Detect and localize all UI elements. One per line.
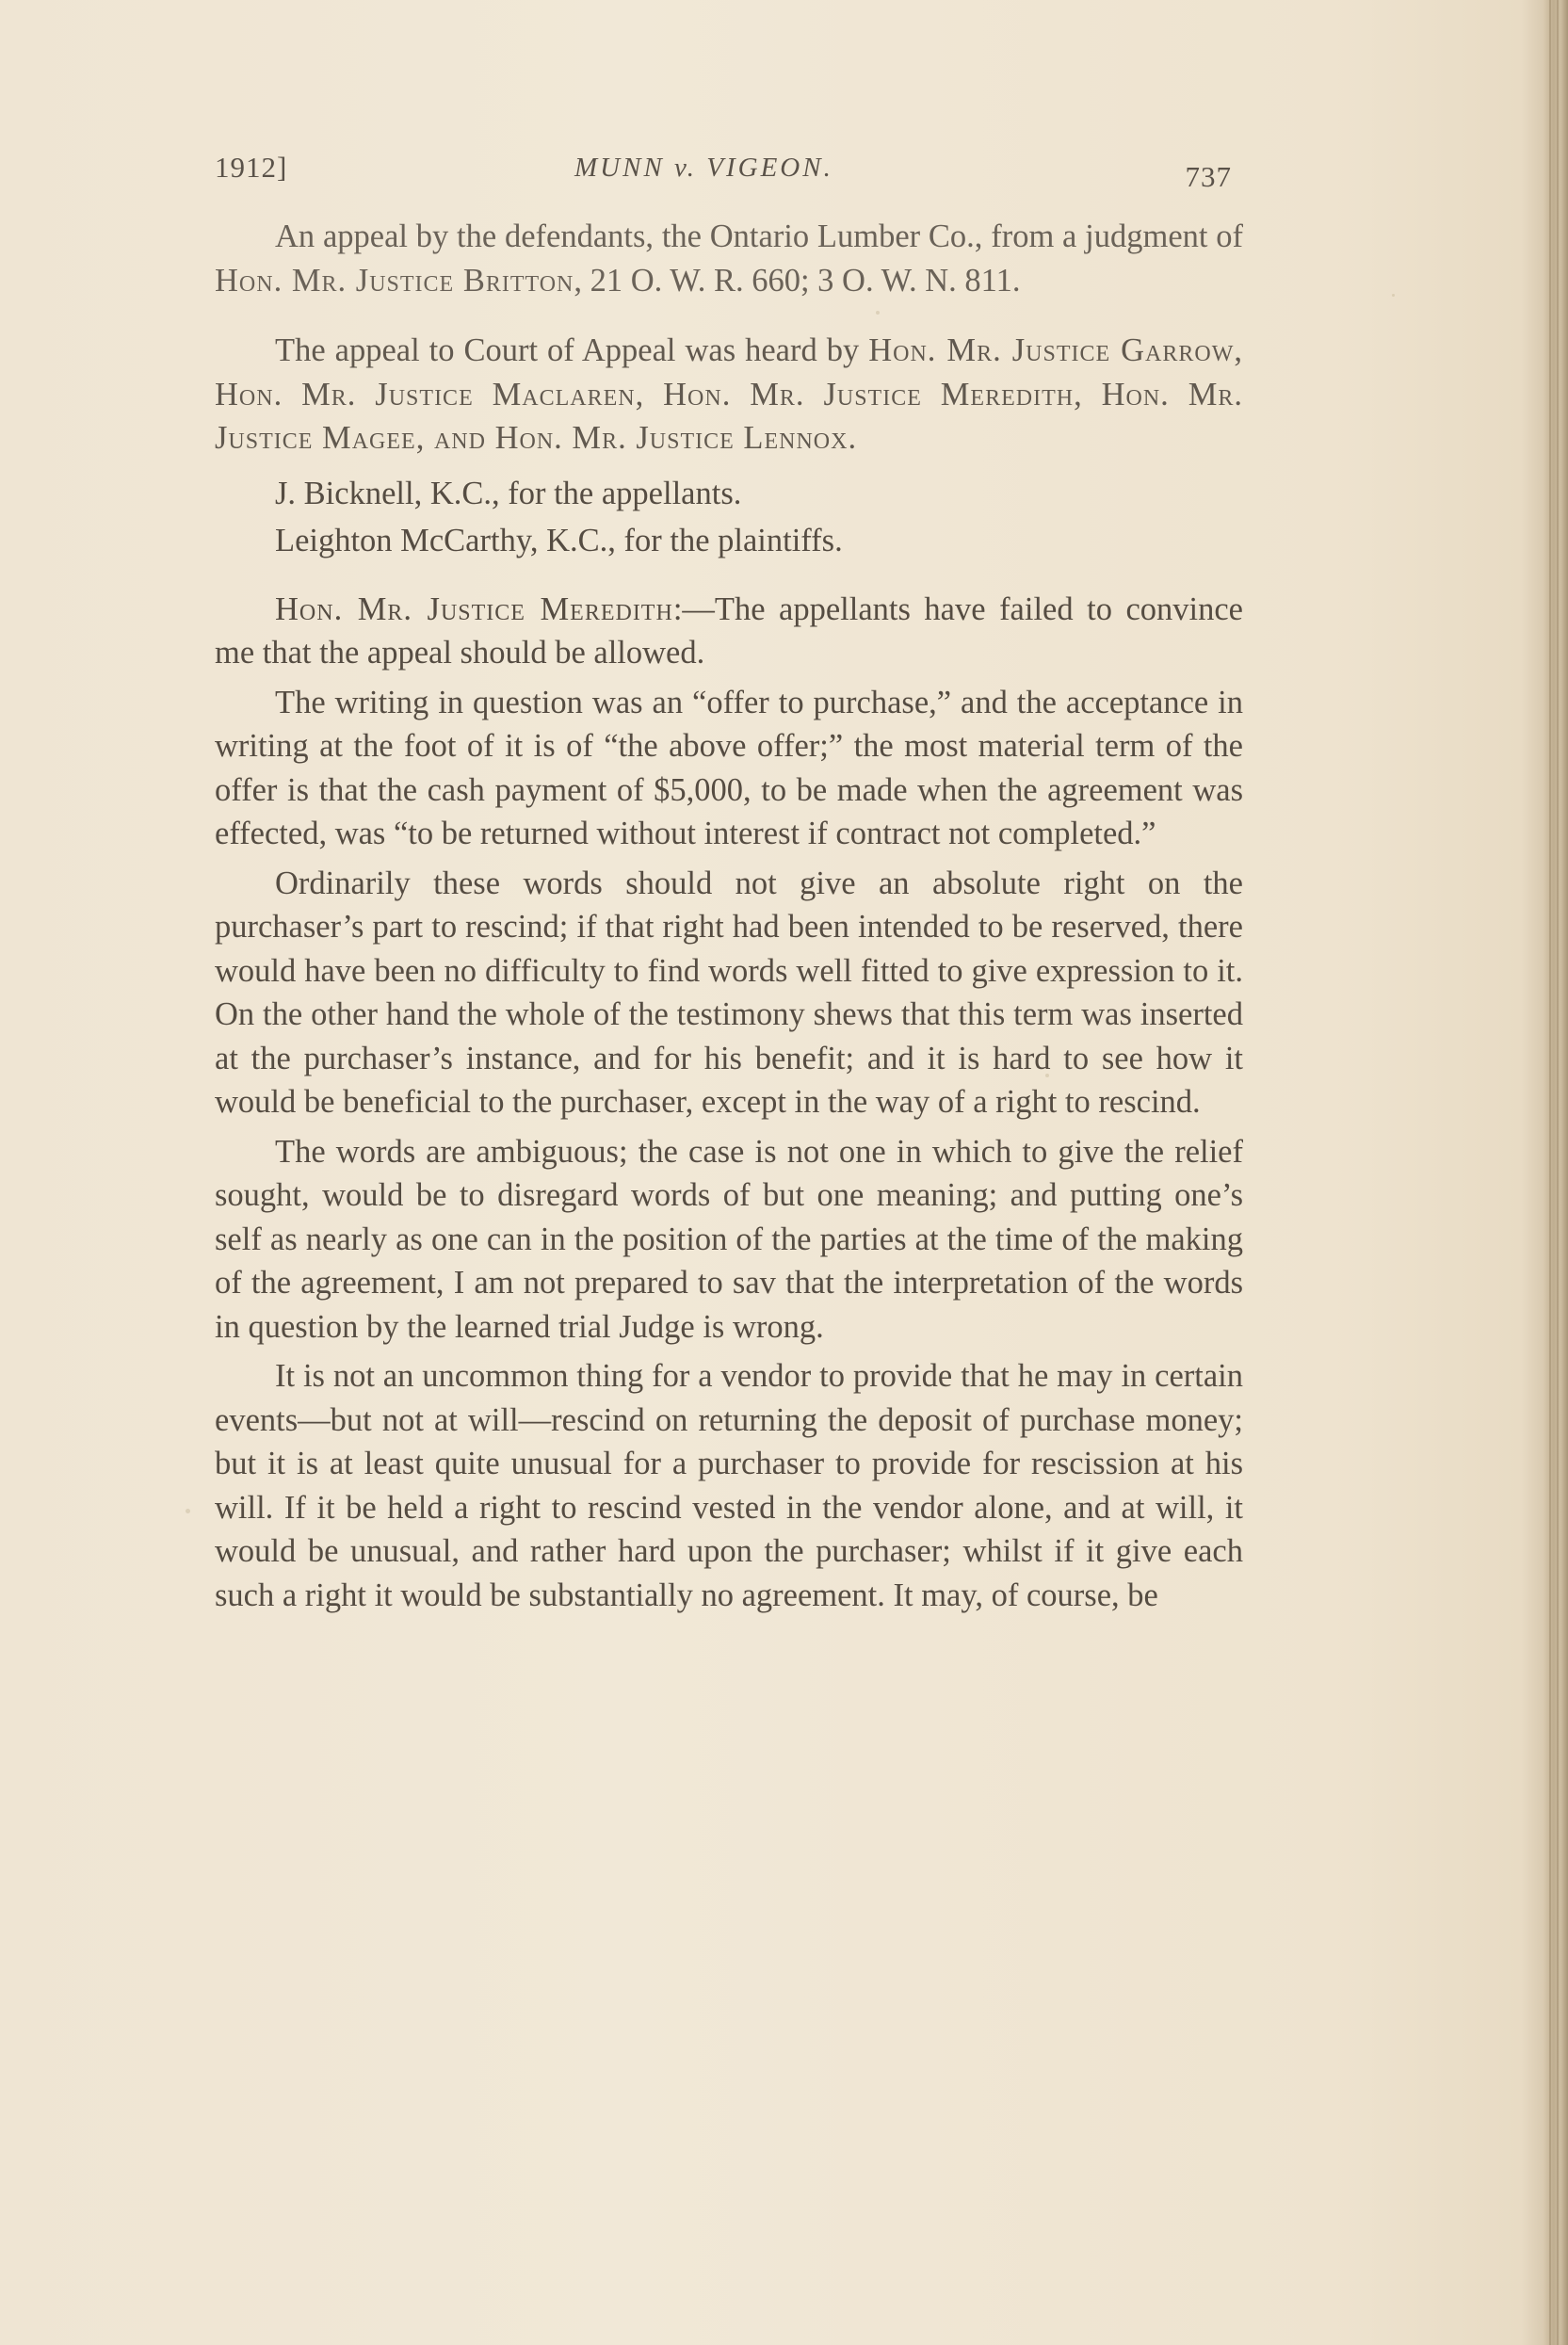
body-paragraph: The writing in question was an “offer to purchase,” and the acceptance in writing at the foot of it is of “the above offer;” the most material term of the offer is that the cash payment of $5,000, to be made when the agreement was effected, was “to be returned without interest if contract not completed.” (215, 684, 1243, 851)
intro-citation: , 21 O. W. R. 660; 3 O. W. N. 811. (574, 262, 1021, 299)
bench-judges: Hon. Mr. Justice Garrow, Hon. Mr. Justice Maclaren, Hon. Mr. Justice Meredith, Hon. Mr. Justice Magee, and Hon. Mr. Justice Lennox (215, 332, 1243, 456)
counsel-appellants: J. Bicknell, K.C., for the appellants. (275, 475, 742, 511)
bench-text-before: The appeal to Court of Appeal was heard by (275, 332, 869, 368)
page-number: 737 (1185, 160, 1232, 193)
judgment-opening-text: :—The appellants have failed to convince me that the appeal should be allowed. (215, 590, 1243, 671)
intro-text-before: An appeal by the defendants, the Ontario Lumber Co., from a judgment of (275, 218, 1243, 254)
header-year: 1912] (215, 151, 288, 184)
counsel-plaintiffs: Leighton McCarthy, K.C., for the plaintiffs. (275, 523, 843, 558)
trial-judge-name: Hon. Mr. Justice Britton (215, 262, 574, 299)
page-body (215, 215, 1243, 1617)
running-header (215, 139, 1232, 196)
body-paragraph: The words are ambiguous; the case is not one in which to give the relief sought, would be to disregard words of but one meaning; and putting one’s self as nearly as one can in the position of the parties at the time of the making of the agreement, I am not prepared to sav that the interpretation of the words in question by the learned trial Judge is wrong. (215, 1133, 1243, 1345)
paper-speck (1392, 294, 1395, 297)
page-edge-line (1557, 0, 1559, 2345)
header-case-title: MUNN v. VIGEON. (574, 153, 833, 183)
bench-paragraph (215, 329, 1243, 461)
judgment-judge-name: Hon. Mr. Justice Meredith (275, 590, 673, 627)
page-edge-shadow (1544, 0, 1568, 2345)
body-paragraph: Ordinarily these words should not give an absolute right on the purchaser’s part to rescind; if that right had been intended to be reserved, there would have been no difficulty to find words well fitted to give expression to it. On the other hand the whole of the testimony shews that this term was inserted at the purchaser’s instance, and for his benefit; and it is hard to see how it would be beneficial to the purchaser, except in the way of a right to rescind. (215, 865, 1243, 1120)
page-edge-line (1549, 0, 1551, 2345)
judgment-opening-paragraph (215, 588, 1243, 675)
paper-speck (186, 1509, 190, 1513)
bench-text-after: . (848, 420, 857, 456)
appeal-intro-paragraph (215, 215, 1243, 302)
body-paragraph: It is not an uncommon thing for a vendor to provide that he may in certain events—but not at will—rescind on returning the deposit of purchase money; but it is at least quite unusual for a purchaser to provide for rescission at his will. If it be held a right to rescind vested in the vendor alone, and at will, it would be unusual, and rather hard upon the purchaser; whilst if it give each such a right it would be substantially no agreement. It may, of course, be (215, 1358, 1243, 1613)
